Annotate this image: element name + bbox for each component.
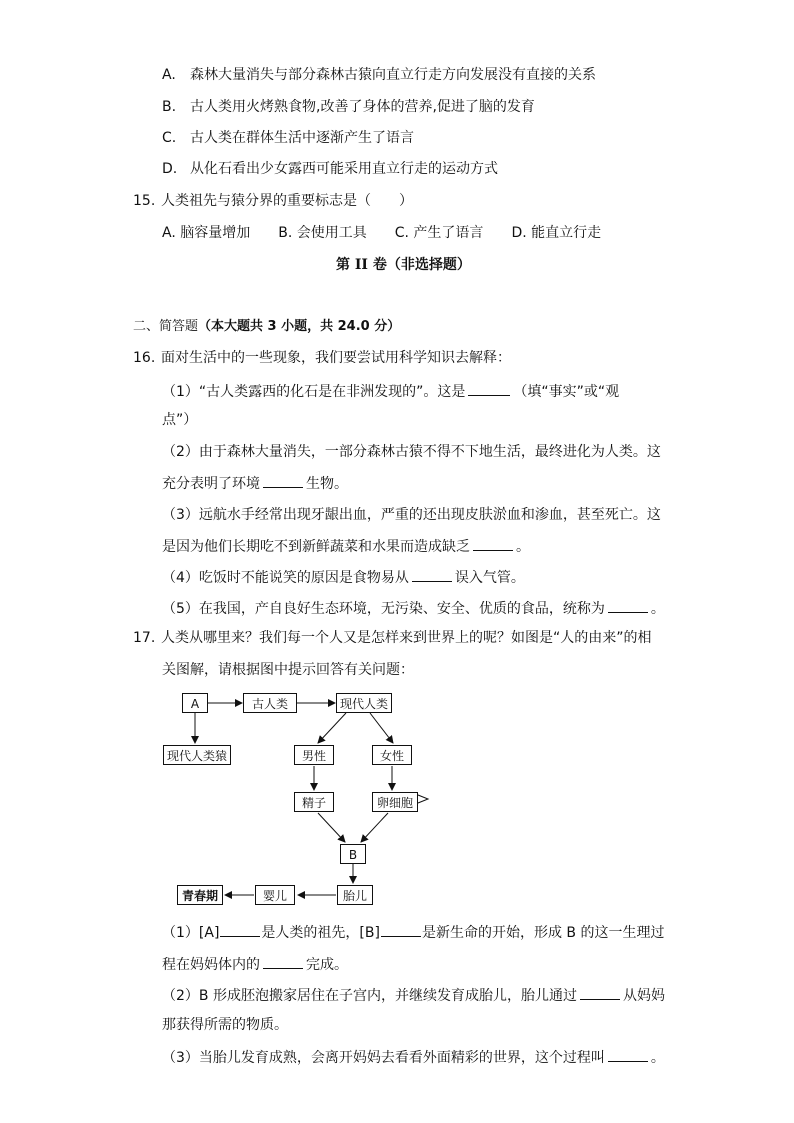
q16-sub2: （2）由于森林大量消失，一部分森林古猿不得不下地生活，最终进化为人类。这 (162, 444, 661, 460)
question-text: 面对生活中的一些现象，我们要尝试用科学知识去解释： (161, 350, 511, 366)
sub-text: 。 (650, 1050, 665, 1066)
q17-sub1-cont (162, 954, 348, 974)
question-text: 人类从哪里来？我们每一个人又是怎样来到世界上的呢？如图是“人的由来”的相 (161, 630, 652, 646)
answer-blank[interactable] (220, 922, 260, 937)
diagram-node-sperm: 精子 (294, 792, 334, 812)
diagram-node-modern-ape: 现代人类猿 (163, 745, 231, 765)
q15-option-c: C. 产生了语言 (394, 225, 484, 241)
q17-stem-cont: 关图解，请根据图中提示回答有关问题： (162, 662, 414, 678)
answer-blank[interactable] (608, 1047, 648, 1062)
q17-sub1 (162, 922, 664, 942)
q17-sub2 (162, 985, 665, 1005)
q16-sub1-cont: 点”） (162, 412, 198, 428)
sub-text: 是新生命的开始，形成 B 的这一生理过 (421, 925, 665, 941)
q15-option-b: B. 会使用工具 (278, 225, 367, 241)
q15-option-a: A. 脑容量增加 (162, 225, 251, 241)
q17-sub2-cont: 那获得所需的物质。 (162, 1017, 288, 1033)
diagram-node-ancient-human: 古人类 (243, 693, 297, 713)
question-number: 15. (133, 193, 156, 209)
option-letter: D. (162, 161, 178, 177)
arrow-egg-to-b (361, 813, 388, 842)
part2-title: 第 II 卷（非选择题） (336, 257, 471, 273)
sub-text: （1）“古人类露西的化石是在非洲发现的”。这是 (162, 384, 466, 400)
sub-text: 。 (516, 539, 530, 555)
sub-text: 。 (650, 601, 665, 617)
section-label: 二、简答题 (133, 319, 199, 334)
question-text: 人类祖先与猿分界的重要标志是（ ） (161, 193, 413, 209)
option-text: 从化石看出少女露西可能采用直立行走的运动方式 (190, 161, 498, 177)
question-number: 17. (133, 630, 156, 646)
answer-blank[interactable] (263, 954, 303, 969)
q15-option-d: D. 能直立行走 (511, 225, 602, 241)
diagram-node-male: 男性 (294, 745, 334, 765)
q17-sub3 (162, 1047, 665, 1067)
diagram-node-egg: 卵细胞 (372, 792, 418, 812)
sub-text: 是因为他们长期吃不到新鲜蔬菜和水果而造成缺乏 (162, 539, 470, 555)
diagram-node-puberty: 青春期 (177, 885, 223, 905)
egg-side-mark (418, 795, 428, 803)
sub-text: 程在妈妈体内的 (162, 957, 260, 973)
answer-blank[interactable] (381, 922, 421, 937)
diagram-node-infant: 婴儿 (255, 885, 295, 905)
arrow-modern-to-male (318, 713, 346, 743)
sub-text: 从妈妈 (622, 988, 665, 1004)
section-info: （本大题共 3 小题，共 24.0 分） (198, 319, 401, 334)
answer-blank[interactable] (580, 985, 620, 1000)
diagram-node-b: B (340, 844, 366, 864)
sub-text: （填“事实”或“观 (513, 384, 620, 400)
option-letter: C. (162, 130, 177, 146)
option-text: 森林大量消失与部分森林古猿向直立行走方向发展没有直接的关系 (190, 67, 596, 83)
diagram-node-fetus: 胎儿 (337, 885, 373, 905)
question-number: 16. (133, 350, 156, 366)
sub-text: 是人类的祖先，[B] (261, 925, 380, 941)
sub-text: 生物。 (306, 476, 348, 492)
sub-text: （3）当胎儿发育成熟，会离开妈妈去看看外面精彩的世界，这个过程叫 (162, 1050, 605, 1066)
sub-text: 完成。 (306, 957, 348, 973)
diagram-node-modern-human: 现代人类 (336, 693, 392, 713)
sub-text: （4）吃饭时不能说笑的原因是食物易从 (162, 570, 409, 586)
diagram-node-female: 女性 (372, 745, 412, 765)
diagram-node-a: A (182, 693, 208, 713)
sub-text: （1）[A] (162, 925, 220, 941)
option-letter: A. (162, 67, 176, 83)
arrow-sperm-to-b (318, 813, 345, 842)
option-text: 古人类用火烤熟食物,改善了身体的营养,促进了脑的发育 (190, 99, 535, 115)
sub-text: 误入气管。 (454, 570, 525, 586)
option-letter: B. (162, 99, 177, 115)
sub-text: 充分表明了环境 (162, 476, 260, 492)
q16-sub3: （3）远航水手经常出现牙龈出血，严重的还出现皮肤淤血和渗血，甚至死亡。这 (162, 507, 661, 523)
option-text: 古人类在群体生活中逐渐产生了语言 (190, 130, 414, 146)
sub-text: （5）在我国，产自良好生态环境，无污染、安全、优质的食品，统称为 (162, 601, 605, 617)
arrow-modern-to-female (370, 713, 393, 743)
sub-text: （2）B 形成胚泡搬家居住在子宫内，并继续发育成胎儿，胎儿通过 (162, 988, 577, 1004)
